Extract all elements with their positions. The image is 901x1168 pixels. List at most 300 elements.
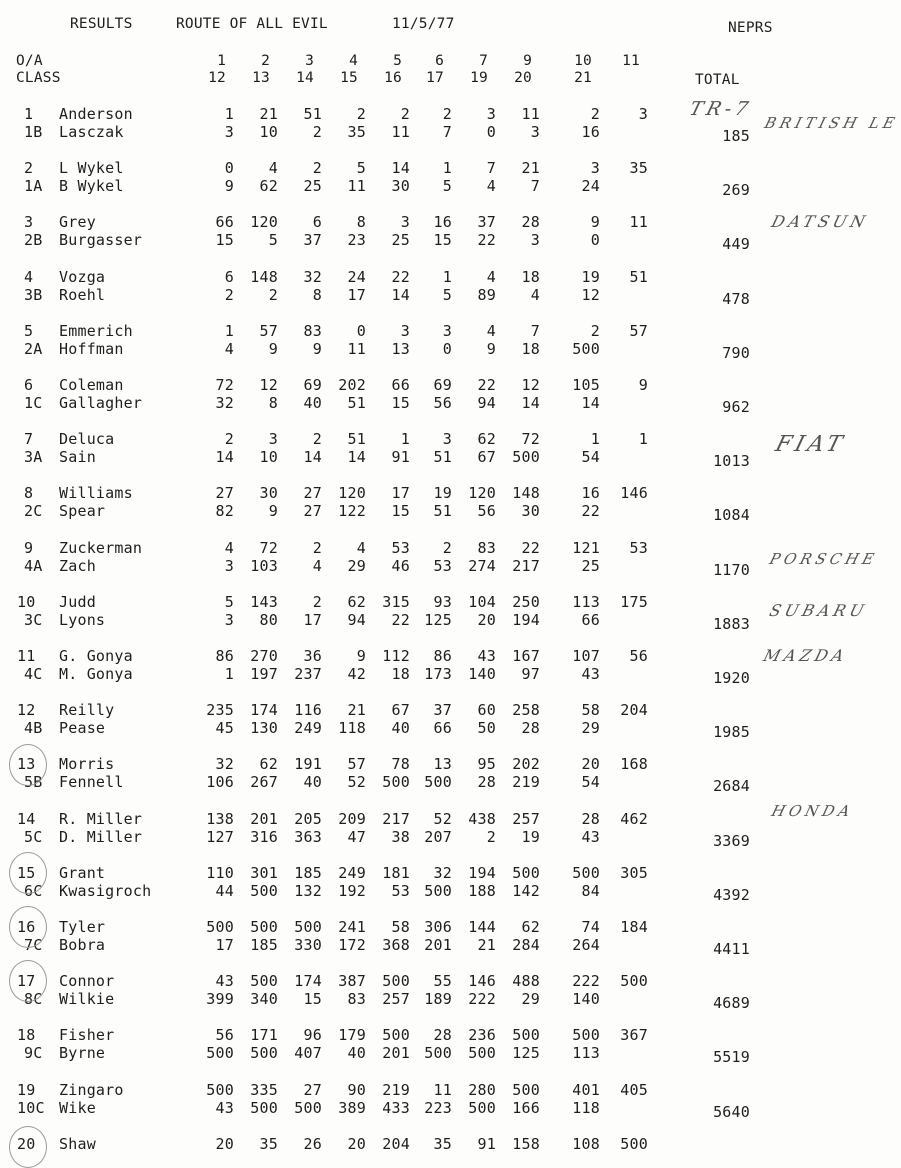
score-cell: 103 — [250, 557, 278, 575]
score-cell: 1 — [442, 268, 452, 286]
score-cell: 140 — [572, 990, 600, 1008]
score-cell: 35 — [347, 123, 366, 141]
class-position: 1C — [24, 394, 43, 412]
score-cell: 500 — [382, 1026, 410, 1044]
score-cell: 25 — [391, 231, 410, 249]
total-score: 790 — [722, 344, 750, 362]
score-cell: 9 — [268, 340, 278, 358]
overall-position: 20 — [17, 1135, 36, 1153]
score-cell: 4 — [356, 539, 366, 557]
score-cell: 16 — [581, 484, 600, 502]
score-cell: 500 — [250, 1044, 278, 1062]
column-header: 12 — [208, 70, 226, 86]
score-cell: 104 — [468, 593, 496, 611]
score-cell: 57 — [629, 322, 648, 340]
score-cell: 363 — [294, 828, 322, 846]
score-cell: 368 — [382, 936, 410, 954]
driver-name: L Wykel — [59, 159, 124, 177]
score-cell: 12 — [521, 376, 540, 394]
score-cell: 120 — [468, 484, 496, 502]
score-cell: 438 — [468, 810, 496, 828]
score-cell: 91 — [477, 1135, 496, 1153]
score-cell: 58 — [391, 918, 410, 936]
score-cell: 194 — [468, 864, 496, 882]
score-cell: 171 — [250, 1026, 278, 1044]
score-cell: 192 — [338, 882, 366, 900]
score-cell: 43 — [581, 828, 600, 846]
score-cell: 21 — [347, 701, 366, 719]
score-cell: 201 — [424, 936, 452, 954]
score-cell: 143 — [250, 593, 278, 611]
score-cell: 3 — [400, 213, 410, 231]
score-cell: 20 — [477, 611, 496, 629]
score-cell: 201 — [250, 810, 278, 828]
driver-name: Anderson — [59, 105, 133, 123]
score-cell: 55 — [433, 972, 452, 990]
score-cell: 140 — [468, 665, 496, 683]
score-cell: 5 — [224, 593, 234, 611]
total-label: TOTAL — [695, 72, 740, 88]
score-cell: 53 — [433, 557, 452, 575]
class-position: 4A — [24, 557, 43, 575]
score-cell: 11 — [347, 177, 366, 195]
overall-position: 11 — [17, 647, 36, 665]
column-header: 19 — [470, 70, 488, 86]
total-score: 478 — [722, 290, 750, 308]
score-cell: 500 — [206, 1081, 234, 1099]
score-cell: 1 — [442, 159, 452, 177]
total-score: 1883 — [713, 615, 750, 633]
score-cell: 20 — [215, 1135, 234, 1153]
class-position: 5C — [24, 828, 43, 846]
score-cell: 9 — [224, 177, 234, 195]
driver-name: Reilly — [59, 701, 115, 719]
score-cell: 32 — [215, 755, 234, 773]
score-cell: 389 — [338, 1099, 366, 1117]
class-position: 7C — [24, 936, 43, 954]
score-cell: 181 — [382, 864, 410, 882]
score-cell: 14 — [303, 448, 322, 466]
score-cell: 3 — [400, 322, 410, 340]
score-cell: 10 — [259, 123, 278, 141]
column-header: 5 — [393, 53, 402, 69]
score-cell: 121 — [572, 539, 600, 557]
score-cell: 67 — [391, 701, 410, 719]
score-cell: 30 — [521, 502, 540, 520]
score-cell: 500 — [512, 1081, 540, 1099]
score-cell: 51 — [433, 502, 452, 520]
score-cell: 35 — [259, 1135, 278, 1153]
score-cell: 56 — [477, 502, 496, 520]
score-cell: 86 — [433, 647, 452, 665]
score-cell: 110 — [206, 864, 234, 882]
score-cell: 108 — [572, 1135, 600, 1153]
score-cell: 205 — [294, 810, 322, 828]
total-score: 962 — [722, 398, 750, 416]
score-cell: 2 — [486, 828, 496, 846]
score-cell: 3 — [224, 557, 234, 575]
column-header: 1 — [217, 53, 226, 69]
score-cell: 175 — [620, 593, 648, 611]
class-position: 1B — [24, 123, 43, 141]
score-cell: 168 — [620, 755, 648, 773]
overall-position: 9 — [24, 539, 34, 557]
class-position: 3C — [24, 611, 43, 629]
overall-position: 2 — [24, 159, 34, 177]
score-cell: 62 — [259, 755, 278, 773]
score-cell: 15 — [391, 394, 410, 412]
score-cell: 43 — [215, 972, 234, 990]
score-cell: 82 — [215, 502, 234, 520]
score-cell: 500 — [294, 1099, 322, 1117]
score-cell: 116 — [294, 701, 322, 719]
score-cell: 19 — [433, 484, 452, 502]
score-cell: 54 — [581, 773, 600, 791]
score-cell: 316 — [250, 828, 278, 846]
score-cell: 43 — [215, 1099, 234, 1117]
navigator-name: D. Miller — [59, 828, 143, 846]
score-cell: 257 — [382, 990, 410, 1008]
score-cell: 30 — [259, 484, 278, 502]
driver-name: Williams — [59, 484, 133, 502]
navigator-name: Spear — [59, 502, 106, 520]
score-cell: 2 — [590, 322, 600, 340]
score-cell: 488 — [512, 972, 540, 990]
score-cell: 15 — [215, 231, 234, 249]
score-cell: 16 — [581, 123, 600, 141]
column-header: 16 — [384, 70, 402, 86]
class-position: 8C — [24, 990, 43, 1008]
class-position: 2B — [24, 231, 43, 249]
score-cell: 52 — [347, 773, 366, 791]
event-title: ROUTE OF ALL EVIL — [176, 16, 328, 32]
score-cell: 72 — [259, 539, 278, 557]
overall-position: 8 — [24, 484, 34, 502]
navigator-name: Byrne — [59, 1044, 106, 1062]
score-cell: 249 — [294, 719, 322, 737]
score-cell: 5 — [442, 286, 452, 304]
total-score: 185 — [722, 127, 750, 145]
score-cell: 500 — [468, 1044, 496, 1062]
driver-name: Grant — [59, 864, 106, 882]
score-cell: 236 — [468, 1026, 496, 1044]
score-cell: 56 — [215, 1026, 234, 1044]
score-cell: 148 — [512, 484, 540, 502]
score-cell: 2 — [312, 593, 322, 611]
score-cell: 29 — [347, 557, 366, 575]
score-cell: 179 — [338, 1026, 366, 1044]
score-cell: 6 — [224, 268, 234, 286]
score-cell: 54 — [581, 448, 600, 466]
class-position: 6C — [24, 882, 43, 900]
total-score: 2684 — [713, 777, 750, 795]
score-cell: 66 — [433, 719, 452, 737]
total-score: 1170 — [713, 561, 750, 579]
handwritten-honda: HONDA — [769, 802, 856, 820]
handwritten-mazda: MAZDA — [761, 646, 850, 665]
event-date: 11/5/77 — [392, 16, 455, 32]
score-cell: 3 — [530, 123, 540, 141]
score-cell: 3 — [486, 105, 496, 123]
score-cell: 235 — [206, 701, 234, 719]
column-header: 9 — [523, 53, 532, 69]
score-cell: 11 — [521, 105, 540, 123]
driver-name: Morris — [59, 755, 115, 773]
score-cell: 274 — [468, 557, 496, 575]
score-cell: 17 — [347, 286, 366, 304]
score-cell: 2 — [442, 539, 452, 557]
score-cell: 67 — [477, 448, 496, 466]
score-cell: 219 — [512, 773, 540, 791]
score-cell: 62 — [347, 593, 366, 611]
score-cell: 78 — [391, 755, 410, 773]
score-cell: 53 — [391, 882, 410, 900]
score-cell: 42 — [347, 665, 366, 683]
score-cell: 500 — [424, 882, 452, 900]
score-cell: 500 — [572, 340, 600, 358]
score-cell: 57 — [259, 322, 278, 340]
overall-position: 7 — [24, 430, 34, 448]
score-cell: 222 — [468, 990, 496, 1008]
score-cell: 14 — [521, 394, 540, 412]
score-cell: 32 — [433, 864, 452, 882]
score-cell: 90 — [347, 1081, 366, 1099]
score-cell: 118 — [338, 719, 366, 737]
column-header: 10 — [574, 53, 592, 69]
column-header: 6 — [435, 53, 444, 69]
score-cell: 23 — [347, 231, 366, 249]
score-cell: 8 — [312, 286, 322, 304]
score-cell: 37 — [303, 231, 322, 249]
handwritten-datsun: DATSUN — [769, 212, 872, 231]
column-header: 4 — [349, 53, 358, 69]
column-header: 14 — [296, 70, 314, 86]
score-cell: 60 — [477, 701, 496, 719]
score-cell: 9 — [590, 213, 600, 231]
score-cell: 83 — [347, 990, 366, 1008]
score-cell: 8 — [356, 213, 366, 231]
score-cell: 26 — [303, 1135, 322, 1153]
score-cell: 12 — [581, 286, 600, 304]
score-cell: 27 — [303, 484, 322, 502]
score-cell: 241 — [338, 918, 366, 936]
score-cell: 500 — [620, 1135, 648, 1153]
overall-position: 14 — [17, 810, 36, 828]
score-cell: 284 — [512, 936, 540, 954]
score-cell: 84 — [581, 882, 600, 900]
score-cell: 500 — [250, 972, 278, 990]
score-cell: 223 — [424, 1099, 452, 1117]
score-cell: 264 — [572, 936, 600, 954]
circle-mark — [9, 744, 47, 786]
total-score: 4392 — [713, 886, 750, 904]
overall-position: 18 — [17, 1026, 36, 1044]
score-cell: 9 — [486, 340, 496, 358]
score-cell: 22 — [477, 376, 496, 394]
navigator-name: Burgasser — [59, 231, 143, 249]
score-cell: 28 — [521, 213, 540, 231]
navigator-name: Sain — [59, 448, 96, 466]
score-cell: 2 — [590, 105, 600, 123]
score-cell: 120 — [250, 213, 278, 231]
score-cell: 22 — [391, 611, 410, 629]
score-cell: 500 — [424, 1044, 452, 1062]
score-cell: 57 — [347, 755, 366, 773]
score-cell: 4 — [268, 159, 278, 177]
score-cell: 204 — [382, 1135, 410, 1153]
score-cell: 32 — [303, 268, 322, 286]
score-cell: 15 — [391, 502, 410, 520]
score-cell: 62 — [259, 177, 278, 195]
handwritten-subaru: SUBARU — [767, 601, 870, 620]
score-cell: 56 — [629, 647, 648, 665]
score-cell: 8 — [268, 394, 278, 412]
score-cell: 11 — [347, 340, 366, 358]
score-cell: 22 — [477, 231, 496, 249]
score-cell: 22 — [581, 502, 600, 520]
driver-name: Grey — [59, 213, 96, 231]
score-cell: 74 — [581, 918, 600, 936]
score-cell: 37 — [477, 213, 496, 231]
score-cell: 185 — [250, 936, 278, 954]
score-cell: 7 — [530, 177, 540, 195]
score-cell: 35 — [433, 1135, 452, 1153]
score-cell: 167 — [512, 647, 540, 665]
driver-name: Vozga — [59, 268, 106, 286]
total-score: 1920 — [713, 669, 750, 687]
score-cell: 27 — [215, 484, 234, 502]
driver-name: Zingaro — [59, 1081, 124, 1099]
navigator-name: Kwasigroch — [59, 882, 152, 900]
score-cell: 1 — [224, 322, 234, 340]
score-cell: 14 — [347, 448, 366, 466]
score-cell: 201 — [382, 1044, 410, 1062]
handwritten-british: BRITISH LE — [762, 114, 901, 132]
score-cell: 148 — [250, 268, 278, 286]
results-label: RESULTS — [70, 16, 133, 32]
score-cell: 86 — [215, 647, 234, 665]
handwritten-porsche: PORSCHE — [767, 550, 880, 568]
score-cell: 25 — [581, 557, 600, 575]
score-cell: 14 — [391, 159, 410, 177]
score-cell: 97 — [521, 665, 540, 683]
score-cell: 191 — [294, 755, 322, 773]
navigator-name: Lyons — [59, 611, 106, 629]
score-cell: 10 — [259, 448, 278, 466]
score-cell: 173 — [424, 665, 452, 683]
score-cell: 146 — [620, 484, 648, 502]
score-cell: 2 — [312, 430, 322, 448]
total-score: 269 — [722, 181, 750, 199]
score-cell: 301 — [250, 864, 278, 882]
score-cell: 1 — [590, 430, 600, 448]
overall-position: 17 — [17, 972, 36, 990]
score-cell: 107 — [572, 647, 600, 665]
score-cell: 2 — [442, 105, 452, 123]
navigator-name: Pease — [59, 719, 106, 737]
score-cell: 47 — [347, 828, 366, 846]
class-position: 5B — [24, 773, 43, 791]
score-cell: 24 — [347, 268, 366, 286]
navigator-name: Fennell — [59, 773, 124, 791]
score-cell: 14 — [581, 394, 600, 412]
score-cell: 14 — [215, 448, 234, 466]
overall-position: 15 — [17, 864, 36, 882]
score-cell: 0 — [442, 340, 452, 358]
total-score: 1985 — [713, 723, 750, 741]
score-cell: 138 — [206, 810, 234, 828]
score-cell: 500 — [250, 882, 278, 900]
overall-position: 6 — [24, 376, 34, 394]
score-cell: 21 — [259, 105, 278, 123]
score-cell: 40 — [347, 1044, 366, 1062]
total-score: 1084 — [713, 506, 750, 524]
score-cell: 217 — [512, 557, 540, 575]
score-cell: 120 — [338, 484, 366, 502]
score-cell: 93 — [433, 593, 452, 611]
navigator-name: M. Gonya — [59, 665, 133, 683]
score-cell: 40 — [303, 773, 322, 791]
column-header: 11 — [622, 53, 640, 69]
score-cell: 51 — [303, 105, 322, 123]
total-score: 4411 — [713, 940, 750, 958]
overall-position: 12 — [17, 701, 36, 719]
score-cell: 95 — [477, 755, 496, 773]
score-cell: 7 — [530, 322, 540, 340]
score-cell: 2 — [356, 105, 366, 123]
score-cell: 94 — [477, 394, 496, 412]
navigator-name: Hoffman — [59, 340, 124, 358]
column-header: 17 — [426, 70, 444, 86]
overall-position: 5 — [24, 322, 34, 340]
class-position: 9C — [24, 1044, 43, 1062]
driver-name: Connor — [59, 972, 115, 990]
score-cell: 209 — [338, 810, 366, 828]
total-score: 5519 — [713, 1048, 750, 1066]
score-cell: 9 — [268, 502, 278, 520]
overall-position: 19 — [17, 1081, 36, 1099]
driver-name: Coleman — [59, 376, 124, 394]
score-cell: 132 — [294, 882, 322, 900]
score-cell: 12 — [259, 376, 278, 394]
score-cell: 3 — [530, 231, 540, 249]
score-cell: 222 — [572, 972, 600, 990]
navigator-name: Roehl — [59, 286, 106, 304]
score-cell: 18 — [521, 340, 540, 358]
navigator-name: Bobra — [59, 936, 106, 954]
score-cell: 130 — [250, 719, 278, 737]
score-cell: 2 — [312, 539, 322, 557]
overall-position: 4 — [24, 268, 34, 286]
navigator-name: Zach — [59, 557, 96, 575]
column-header: 15 — [340, 70, 358, 86]
handwritten-fiat: FIAT — [772, 432, 849, 457]
score-cell: 144 — [468, 918, 496, 936]
score-cell: 21 — [477, 936, 496, 954]
score-cell: 19 — [581, 268, 600, 286]
score-cell: 50 — [477, 719, 496, 737]
score-cell: 500 — [250, 918, 278, 936]
score-cell: 4 — [224, 340, 234, 358]
overall-position: 16 — [17, 918, 36, 936]
score-cell: 367 — [620, 1026, 648, 1044]
score-cell: 194 — [512, 611, 540, 629]
driver-name: R. Miller — [59, 810, 143, 828]
score-cell: 44 — [215, 882, 234, 900]
score-cell: 105 — [572, 376, 600, 394]
driver-name: Shaw — [59, 1135, 96, 1153]
score-cell: 45 — [215, 719, 234, 737]
